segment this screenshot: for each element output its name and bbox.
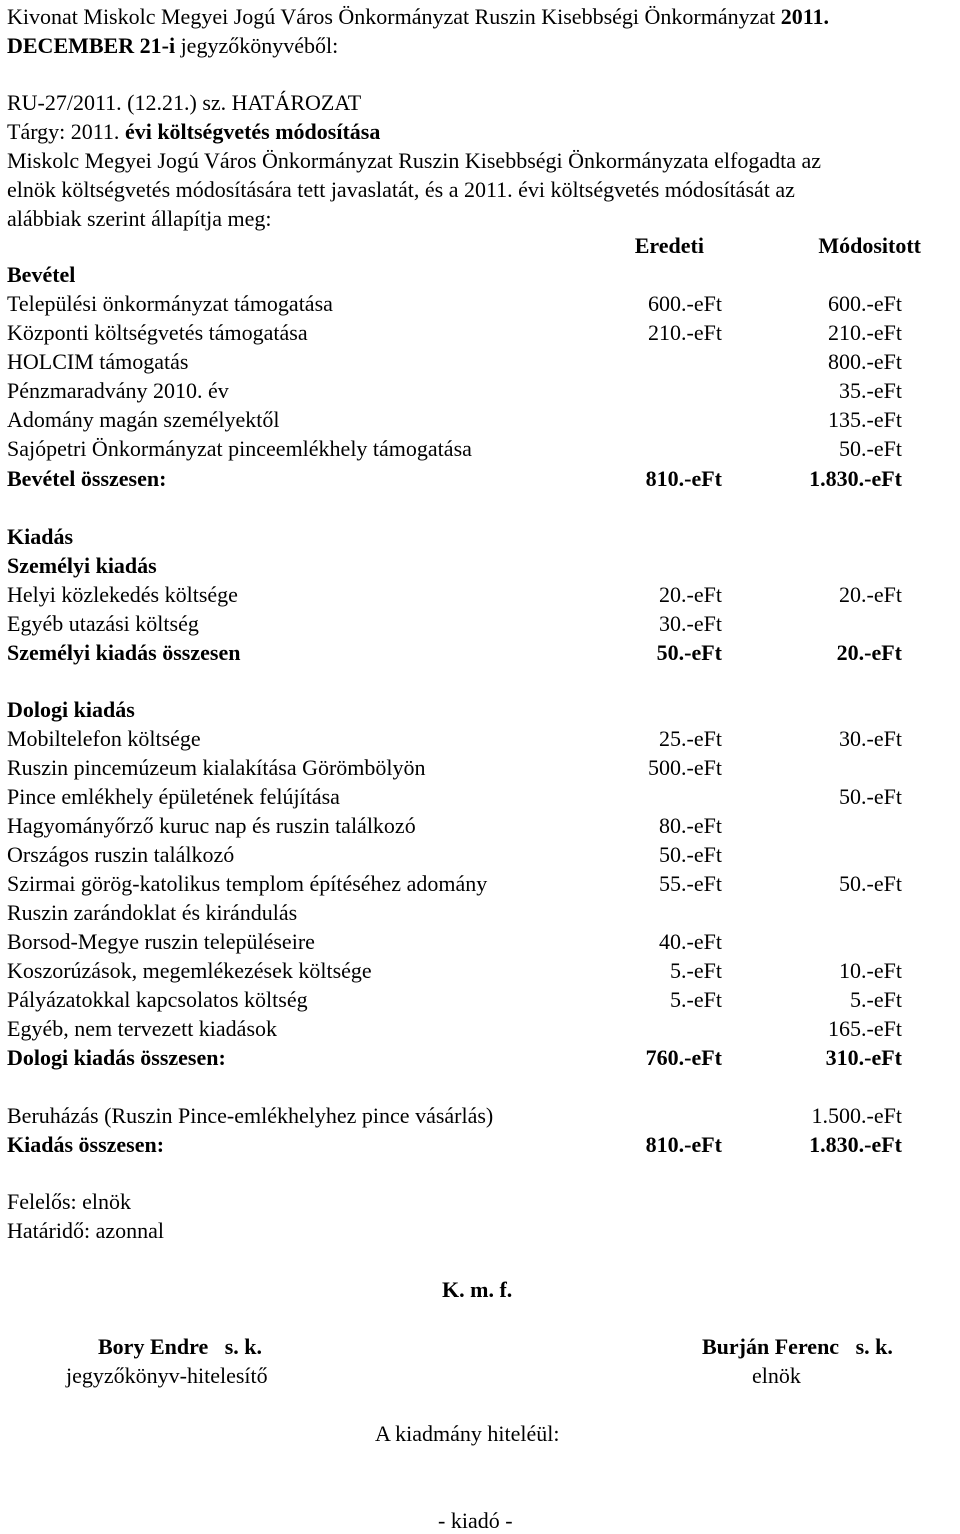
personal-total-label: Személyi kiadás összesen xyxy=(7,640,241,665)
row-label: Adomány magán személyektől xyxy=(7,407,280,432)
income-total-original: 810.-eFt xyxy=(645,466,722,491)
row-original: 50.-eFt xyxy=(659,842,722,867)
material-total-label: Dologi kiadás összesen: xyxy=(7,1045,226,1070)
title-text: Kivonat Miskolc Megyei Jogú Város Önkormányzat Ruszin Kisebbségi Önkormányzat xyxy=(7,4,776,29)
row-original: 5.-eFt xyxy=(670,987,722,1012)
row-original: 40.-eFt xyxy=(659,929,722,954)
personal-section-title xyxy=(7,552,957,580)
table-row xyxy=(7,348,957,376)
personal-total-row xyxy=(7,639,957,667)
row-modified: 50.-eFt xyxy=(839,436,902,461)
row-label: Központi költségvetés támogatása xyxy=(7,320,308,345)
row-label: HOLCIM támogatás xyxy=(7,349,189,374)
income-total-label: Bevétel összesen: xyxy=(7,466,167,491)
row-label: Szirmai görög-katolikus templom építéséhez adomány xyxy=(7,871,488,896)
table-row xyxy=(7,435,957,463)
table-row xyxy=(7,812,957,840)
row-label: Borsod-Megye ruszin településeire xyxy=(7,929,315,954)
signer2-role: elnök xyxy=(752,1363,801,1388)
row-original: 600.-eFt xyxy=(648,291,722,316)
row-label: Sajópetri Önkormányzat pinceemlékhely támogatása xyxy=(7,436,472,461)
table-row xyxy=(7,957,957,985)
title-year: 2011. xyxy=(780,4,830,29)
column-modified-header: Módositott xyxy=(818,233,921,258)
row-modified: 165.-eFt xyxy=(828,1016,902,1041)
expense-total-original: 810.-eFt xyxy=(645,1132,722,1157)
table-row xyxy=(7,290,957,318)
row-original: 80.-eFt xyxy=(659,813,722,838)
row-modified: 10.-eFt xyxy=(839,958,902,983)
expense-total-row xyxy=(7,1131,957,1159)
column-original-header: Eredeti xyxy=(634,233,704,258)
table-row xyxy=(7,610,957,638)
table-row xyxy=(7,754,957,782)
resolution-body-3: alábbiak szerint állapítja meg: xyxy=(7,206,272,231)
signer1-role: jegyzőkönyv-hitelesítő xyxy=(66,1363,268,1388)
investment-modified: 1.500.-eFt xyxy=(811,1103,902,1128)
expense-total-label: Kiadás összesen: xyxy=(7,1132,165,1157)
resolution-subject xyxy=(7,119,380,145)
row-label: Koszorúzások, megemlékezések költsége xyxy=(7,958,372,983)
row-label: Települési önkormányzat támogatása xyxy=(7,291,333,316)
row-original: 500.-eFt xyxy=(648,755,722,780)
row-label: Ruszin zarándoklat és kirándulás xyxy=(7,900,298,925)
resolution-body-2: elnök költségvetés módosítására tett javaslatát, és a 2011. évi költségvetés módosítását az xyxy=(7,177,795,202)
table-row xyxy=(7,581,957,609)
kmf-label: K. m. f. xyxy=(442,1277,513,1302)
signer2-name: Burján Ferenc s. k. xyxy=(702,1334,893,1359)
signer1-name: Bory Endre s. k. xyxy=(98,1334,263,1359)
row-original: 30.-eFt xyxy=(659,611,722,636)
income-total-modified: 1.830.-eFt xyxy=(809,466,902,491)
issuer-label: - kiadó - xyxy=(438,1508,513,1533)
investment-row xyxy=(7,1102,957,1130)
resolution-number: RU-27/2011. (12.21.) sz. HATÁROZAT xyxy=(7,90,362,115)
table-row xyxy=(7,1015,957,1043)
table-row xyxy=(7,725,957,753)
deadline-line: Határidő: azonnal xyxy=(7,1218,164,1243)
personal-total-original: 50.-eFt xyxy=(656,640,722,665)
subject-label: Tárgy: 2011. xyxy=(7,119,120,144)
document-title-line1 xyxy=(7,4,829,30)
table-row xyxy=(7,870,957,898)
income-section-title xyxy=(7,261,957,289)
column-header-row xyxy=(7,232,957,260)
row-modified: 35.-eFt xyxy=(839,378,902,403)
row-original: 210.-eFt xyxy=(648,320,722,345)
personal-title: Személyi kiadás xyxy=(7,553,157,578)
row-label: Egyéb, nem tervezett kiadások xyxy=(7,1016,278,1041)
row-label: Országos ruszin találkozó xyxy=(7,842,235,867)
row-original: 25.-eFt xyxy=(659,726,722,751)
row-modified: 600.-eFt xyxy=(828,291,902,316)
material-title: Dologi kiadás xyxy=(7,697,135,722)
document-title-line2 xyxy=(7,33,338,59)
income-title: Bevétel xyxy=(7,262,76,287)
row-label: Pince emlékhely épületének felújítása xyxy=(7,784,340,809)
material-total-modified: 310.-eFt xyxy=(825,1045,902,1070)
row-label: Pályázatokkal kapcsolatos költség xyxy=(7,987,308,1012)
row-original: 20.-eFt xyxy=(659,582,722,607)
row-modified: 210.-eFt xyxy=(828,320,902,345)
row-label: Mobiltelefon költsége xyxy=(7,726,201,751)
row-label: Ruszin pincemúzeum kialakítása Görömbölyön xyxy=(7,755,426,780)
table-row xyxy=(7,783,957,811)
row-original: 5.-eFt xyxy=(670,958,722,983)
row-modified: 5.-eFt xyxy=(850,987,902,1012)
row-label: Hagyományőrző kuruc nap és ruszin találkozó xyxy=(7,813,416,838)
title-date: DECEMBER 21-i xyxy=(7,33,176,58)
material-total-row xyxy=(7,1044,957,1072)
responsible-line: Felelős: elnök xyxy=(7,1189,132,1214)
expense-section-title xyxy=(7,523,957,551)
row-modified: 800.-eFt xyxy=(828,349,902,374)
expense-title: Kiadás xyxy=(7,524,74,549)
row-label: Helyi közlekedés költsége xyxy=(7,582,238,607)
table-row xyxy=(7,406,957,434)
personal-total-modified: 20.-eFt xyxy=(836,640,902,665)
row-modified: 20.-eFt xyxy=(839,582,902,607)
table-row xyxy=(7,377,957,405)
table-row xyxy=(7,986,957,1014)
row-modified: 50.-eFt xyxy=(839,871,902,896)
material-section-title xyxy=(7,696,957,724)
table-row xyxy=(7,899,957,927)
table-row xyxy=(7,319,957,347)
income-total-row xyxy=(7,465,957,493)
resolution-body-1: Miskolc Megyei Jogú Város Önkormányzat Ruszin Kisebbségi Önkormányzata elfogadta az xyxy=(7,148,821,173)
material-total-original: 760.-eFt xyxy=(645,1045,722,1070)
investment-label: Beruházás (Ruszin Pince-emlékhelyhez pince vásárlás) xyxy=(7,1103,494,1128)
certified-label: A kiadmány hiteléül: xyxy=(375,1421,560,1446)
row-modified: 135.-eFt xyxy=(828,407,902,432)
title-minutes: jegyzőkönyvéből: xyxy=(180,33,339,58)
expense-total-modified: 1.830.-eFt xyxy=(809,1132,902,1157)
row-modified: 50.-eFt xyxy=(839,784,902,809)
table-row xyxy=(7,928,957,956)
row-modified: 30.-eFt xyxy=(839,726,902,751)
row-original: 55.-eFt xyxy=(659,871,722,896)
row-label: Pénzmaradvány 2010. év xyxy=(7,378,229,403)
row-label: Egyéb utazási költség xyxy=(7,611,199,636)
table-row xyxy=(7,841,957,869)
subject-text: évi költségvetés módosítása xyxy=(124,119,381,144)
